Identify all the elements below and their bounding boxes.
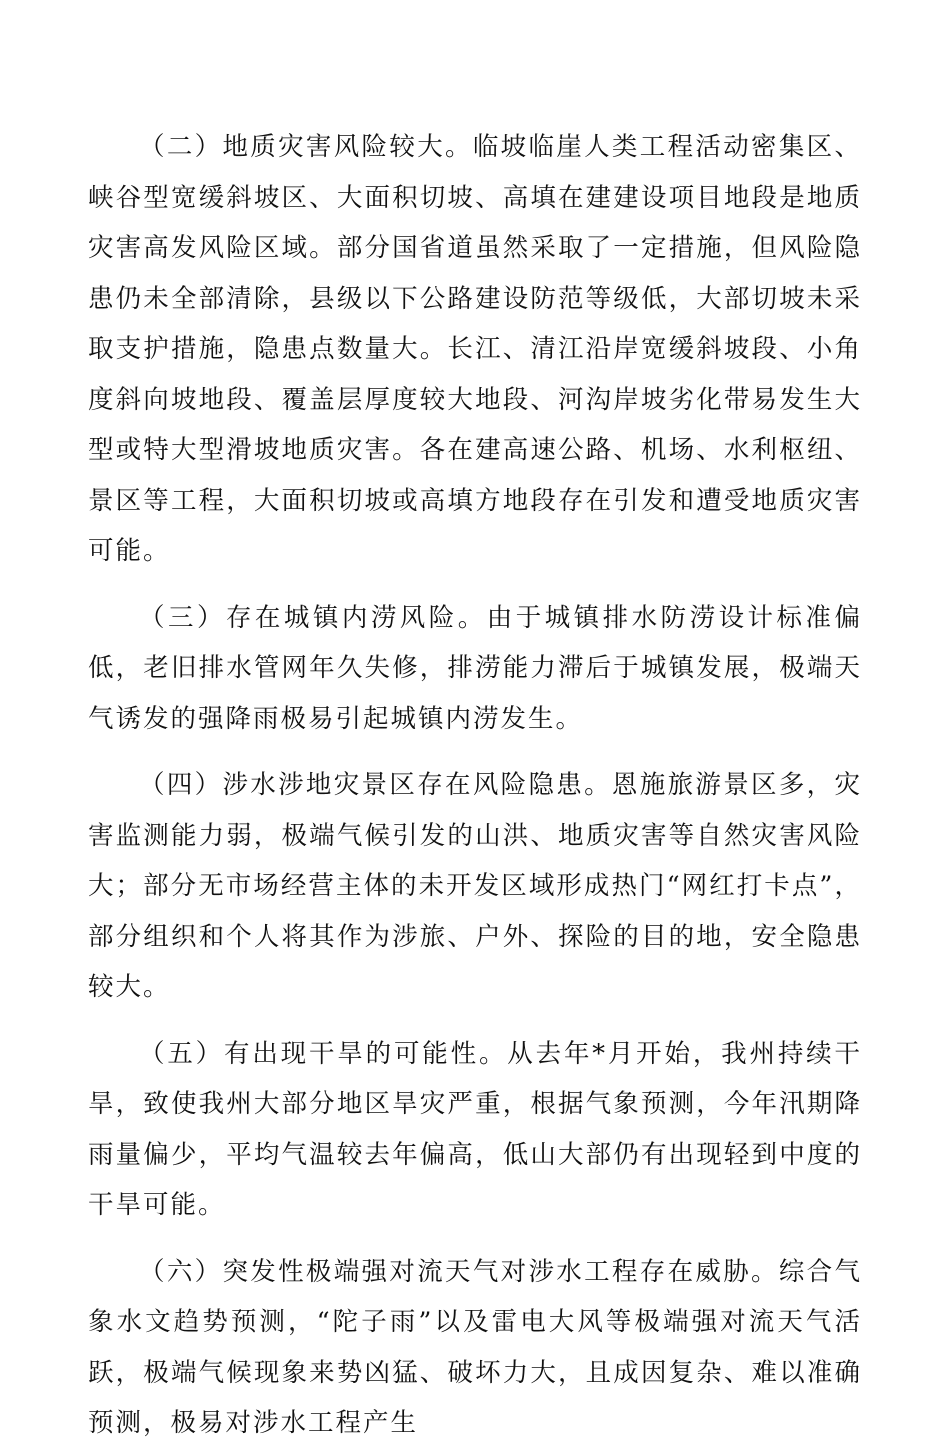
paragraph-drought-risk: （五）有出现干旱的可能性。从去年*月开始，我州持续干旱，致使我州大部分地区旱灾严重，根据气象预测，今年汛期降雨量偏少，平均气温较去年偏高，低山大部仍有出现轻到中度的干旱可能。 xyxy=(88,1038,862,1220)
paragraph-geological-hazard-risk: （二）地质灾害风险较大。临坡临崖人类工程活动密集区、峡谷型宽缓斜坡区、大面积切坡、高填在建建设项目地段是地质灾害高发风险区域。部分国省道虽然采取了一定措施，但风险隐患仍未全部清除，县级以下公路建设防范等级低，大部切坡未采取支护措施，隐患点数量大。长江、清江沿岸宽缓斜坡段、小角度斜向坡地段、覆盖层厚度较大地段、河沟岸坡劣化带易发生大型或特大型滑坡地质灾害。各在建高速公路、机场、水利枢纽、景区等工程，大面积切坡或高填方地段存在引发和遭受地质灾害可能。 xyxy=(88,132,862,566)
paragraph-urban-waterlogging-risk: （三）存在城镇内涝风险。由于城镇排水防涝设计标准偏低，老旧排水管网年久失修，排涝能力滞后于城镇发展，极端天气诱发的强降雨极易引起城镇内涝发生。 xyxy=(88,602,862,734)
paragraph-scenic-area-risk: （四）涉水涉地灾景区存在风险隐患。恩施旅游景区多，灾害监测能力弱，极端气候引发的山洪、地质灾害等自然灾害风险大；部分无市场经营主体的未开发区域形成热门“网红打卡点”，部分组织和个人将其作为涉旅、户外、探险的目的地，安全隐患较大。 xyxy=(88,770,862,1002)
paragraph-severe-convection-risk: （六）突发性极端强对流天气对涉水工程存在威胁。综合气象水文趋势预测，“陀子雨”以及雷电大风等极端强对流天气活跃，极端气候现象来势凶猛、破坏力大，且成因复杂、难以准确预测，极易对涉水工程产生 xyxy=(88,1256,862,1438)
document-body xyxy=(88,122,862,1449)
